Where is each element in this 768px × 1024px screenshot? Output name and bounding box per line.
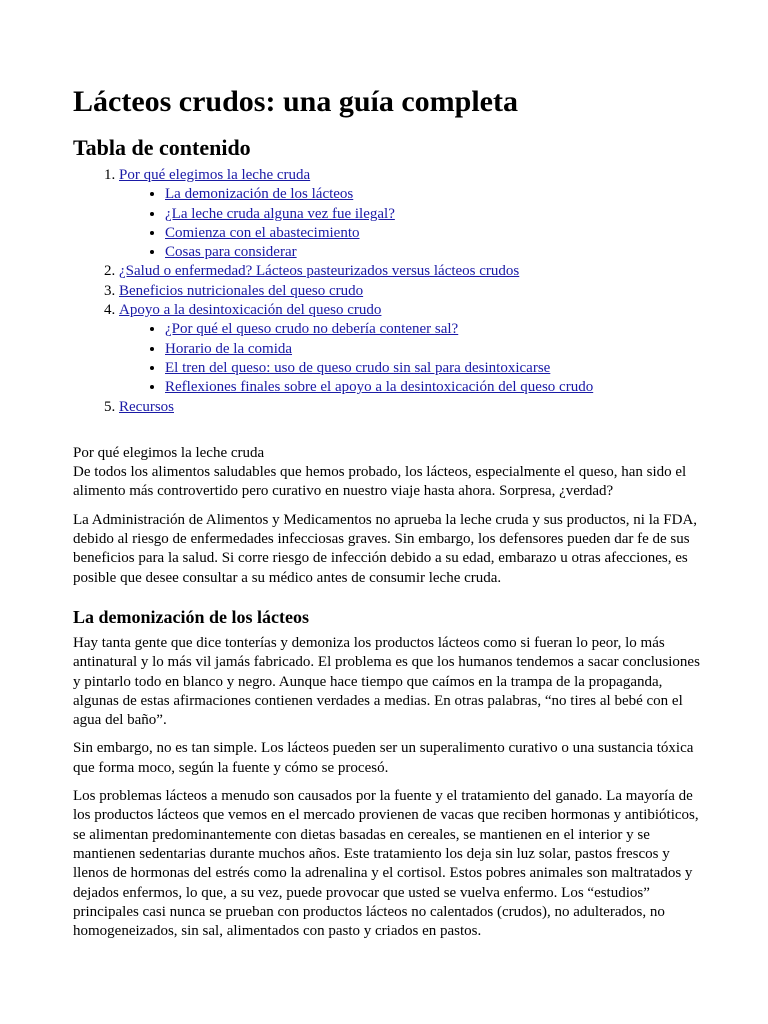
toc-sublist-1 [119, 185, 704, 262]
section-why-raw-milk [73, 444, 704, 588]
toc-link-4[interactable]: Apoyo a la desintoxicación del queso crudo [119, 302, 382, 319]
toc-item-3 [119, 282, 704, 301]
toc-link-1[interactable]: Por qué elegimos la leche cruda [119, 167, 311, 183]
toc-subitem [165, 378, 704, 397]
section-title: Por qué elegimos la leche cruda [73, 444, 265, 461]
toc-item-2 [119, 262, 704, 281]
toc-heading: Tabla de contenido [73, 135, 251, 160]
section-heading-demonization: La demonización de los lácteos [73, 606, 309, 627]
toc-subitem [165, 359, 704, 378]
toc-link-1-3[interactable]: Comienza con el abastecimiento [165, 224, 360, 241]
toc-link-1-4[interactable]: Cosas para considerar [165, 244, 297, 261]
toc-link-4-3[interactable]: El tren del queso: uso de queso crudo sin sal para desintoxicarse [165, 359, 551, 376]
toc-link-2[interactable]: ¿Salud o enfermedad? Lácteos pasteurizados versus lácteos crudos [119, 263, 520, 280]
toc-link-4-1[interactable]: ¿Por qué el queso crudo no debería contener sal? [165, 321, 459, 338]
paragraph: Sin embargo, no es tan simple. Los lácteos pueden ser un superalimento curativo o una sustancia tóxica que forma moco, según la fuente y cómo se procesó. [73, 740, 694, 776]
toc-link-5[interactable]: Recursos [119, 398, 174, 415]
paragraph: De todos los alimentos saludables que hemos probado, los lácteos, especialmente el queso, han sido el alimento más controvertido pero curativo en nuestro viaje hasta ahora. Sorpresa, ¿verdad? [73, 464, 687, 500]
toc-subitem [165, 243, 704, 262]
toc-link-1-2[interactable]: ¿La leche cruda alguna vez fue ilegal? [165, 205, 395, 222]
paragraph: La Administración de Alimentos y Medicamentos no aprueba la leche cruda y sus productos, ni la FDA, debido al riesgo de enfermedades infecciosas graves. Sin embargo, los defensores pueden dar fe de sus beneficios para la salud. Si corre riesgo de infección debido a su edad, embarazo u otras afecciones, es posible que desee consultar a su médico antes de consumir leche cruda. [73, 511, 698, 586]
toc-item-5 [119, 398, 704, 417]
table-of-contents [73, 166, 704, 417]
paragraph: Los problemas lácteos a menudo son causados por la fuente y el tratamiento del ganado. La mayoría de los productos lácteos que vemos en el mercado provienen de vacas que reciben hormonas y antibióticos, se alimentan predominantemente con dietas basadas en cereales, se mantienen en el interior y se mantienen sedentarias durante muchos años. Este tratamiento los deja sin luz solar, pastos frescos y llenos de hormonas del estrés como la adrenalina y el cortisol. Estos pobres animales son maltratados y dejados enfermos, lo que, a su vez, puede provocar que usted se vuelva enfermo. Los “estudios” principales casi nunca se prueban con productos lácteos no calentados (crudos), no adulterados, no homogeneizados, sin sal, alimentados con pasto y criados en pastos. [73, 788, 699, 940]
toc-link-1-1[interactable]: La demonización de los lácteos [165, 186, 354, 203]
toc-item-1 [119, 166, 704, 262]
toc-subitem [165, 320, 704, 339]
page-title: Lácteos crudos: una guía completa [73, 85, 518, 118]
paragraph: Hay tanta gente que dice tonterías y demoniza los productos lácteos como si fueran lo peor, lo más antinatural y lo más vil jamás fabricado. El problema es que los humanos tendemos a sacar conclusiones y pintarlo todo en blanco y negro. Aunque hace tiempo que caímos en la trampa de la propaganda, algunas de estas afirmaciones contienen verdades a medias. En otras palabras, “no tires al bebé con el agua del baño”. [73, 634, 700, 729]
toc-link-4-4[interactable]: Reflexiones finales sobre el apoyo a la desintoxicación del queso crudo [165, 379, 594, 396]
toc-sublist-4 [119, 320, 704, 397]
toc-item-4 [119, 301, 704, 397]
toc-subitem [165, 185, 704, 204]
toc-subitem [165, 205, 704, 224]
toc-subitem [165, 340, 704, 359]
toc-link-3[interactable]: Beneficios nutricionales del queso crudo [119, 282, 364, 299]
toc-link-4-2[interactable]: Horario de la comida [165, 340, 293, 357]
toc-subitem [165, 224, 704, 243]
